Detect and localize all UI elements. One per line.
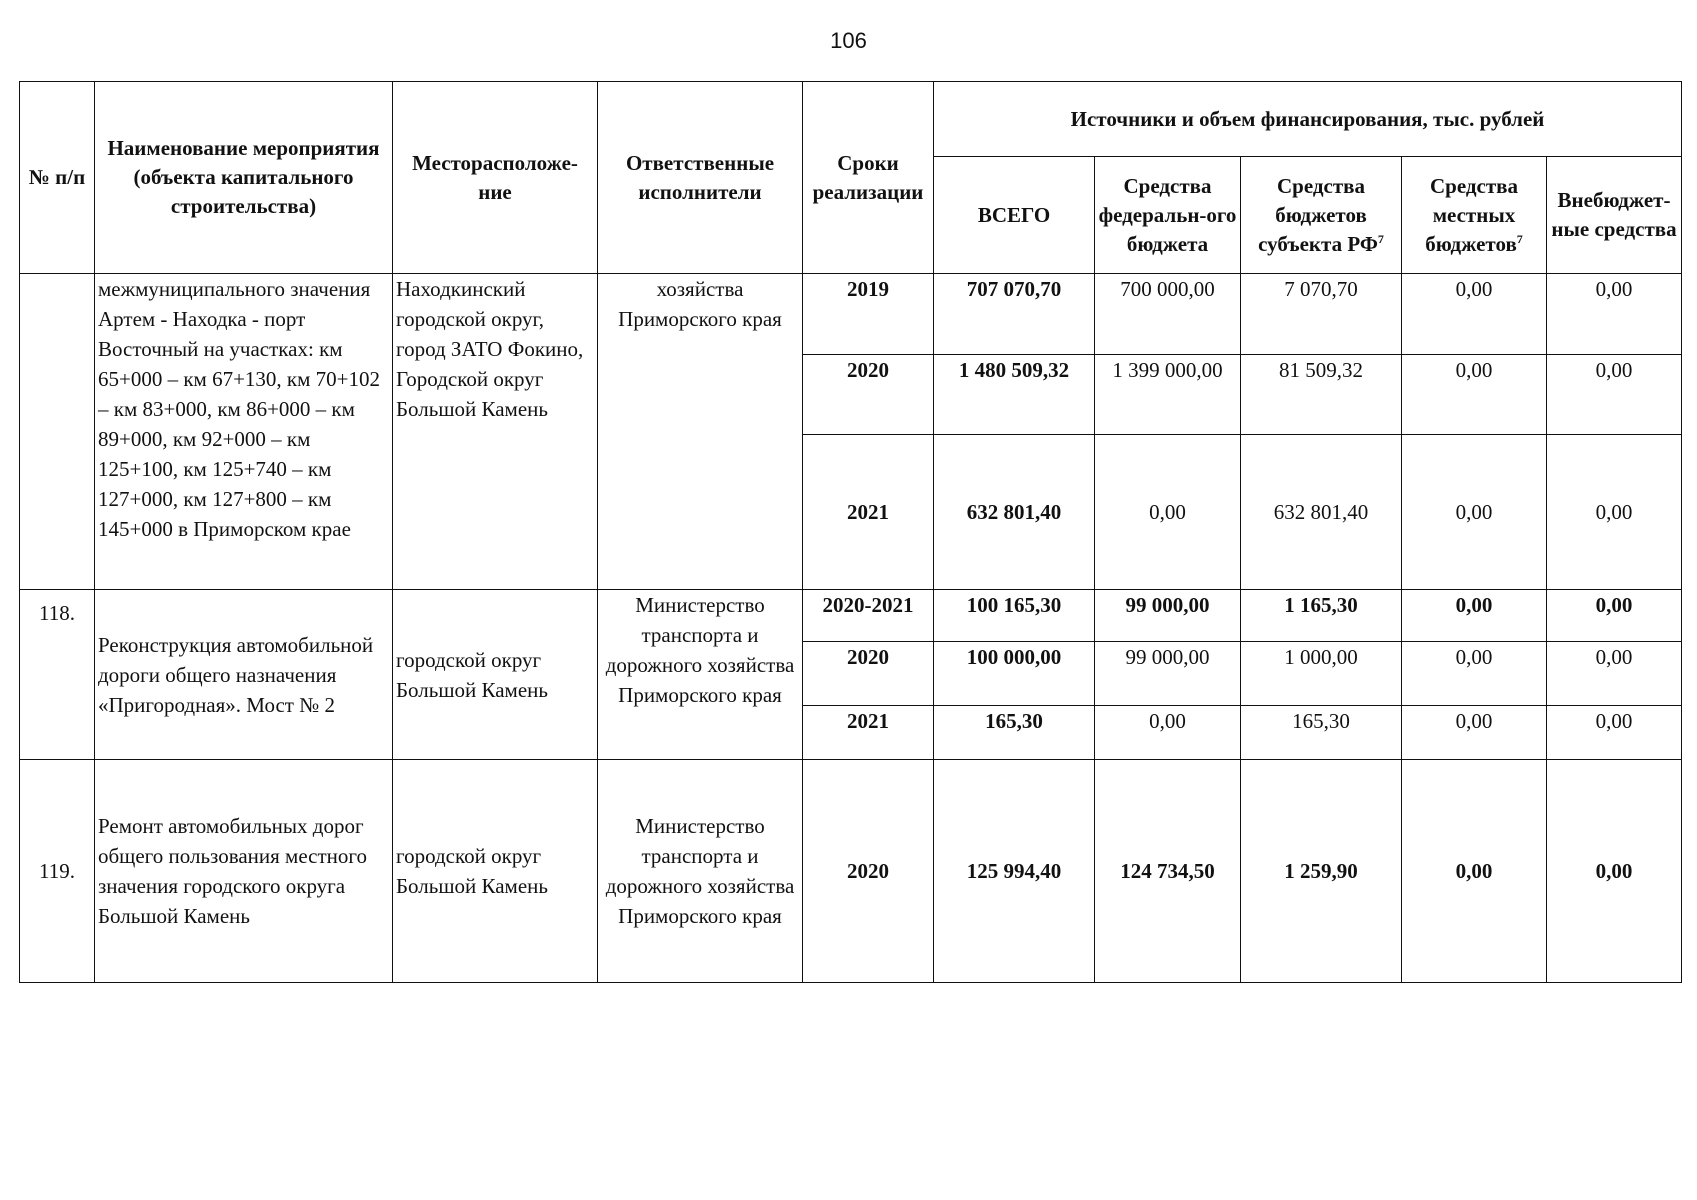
entry-name: межмуниципального значения Артем - Находка - порт Восточный на участках: км 65+000 – км 67+130, км 70+102 – км 83+000, км 86+000 – км 89+000, км 92+000 – км 125+100, км 125+740 – км 127+000, км 127+800 – км 145+000 в Приморском крае bbox=[95, 274, 393, 590]
header-num: № п/п bbox=[20, 82, 95, 274]
federal-cell: 0,00 bbox=[1095, 706, 1241, 760]
federal-cell: 99 000,00 bbox=[1095, 642, 1241, 706]
regional-cell: 632 801,40 bbox=[1241, 435, 1402, 590]
extra-cell: 0,00 bbox=[1547, 590, 1682, 642]
local-cell: 0,00 bbox=[1402, 642, 1547, 706]
local-cell: 0,00 bbox=[1402, 355, 1547, 435]
header-location: Месторасположе-ние bbox=[393, 82, 598, 274]
local-cell: 0,00 bbox=[1402, 706, 1547, 760]
header-federal: Средства федеральн-ого бюджета bbox=[1095, 157, 1241, 274]
header-extra: Внебюджет-ные средства bbox=[1547, 157, 1682, 274]
header-name: Наименование мероприятия (объекта капитального строительства) bbox=[95, 82, 393, 274]
regional-cell: 81 509,32 bbox=[1241, 355, 1402, 435]
federal-cell: 124 734,50 bbox=[1095, 760, 1241, 983]
table-row bbox=[20, 590, 1682, 642]
period-cell: 2021 bbox=[803, 706, 934, 760]
regional-cell: 1 000,00 bbox=[1241, 642, 1402, 706]
total-cell: 1 480 509,32 bbox=[934, 355, 1095, 435]
table-row bbox=[20, 274, 1682, 355]
regional-cell: 7 070,70 bbox=[1241, 274, 1402, 355]
total-cell: 100 165,30 bbox=[934, 590, 1095, 642]
federal-cell: 0,00 bbox=[1095, 435, 1241, 590]
extra-cell: 0,00 bbox=[1547, 435, 1682, 590]
header-executors: Ответственные исполнители bbox=[598, 82, 803, 274]
period-cell: 2020-2021 bbox=[803, 590, 934, 642]
entry-name: Реконструкция автомобильной дороги общего назначения «Пригородная». Мост № 2 bbox=[95, 590, 393, 760]
regional-cell: 165,30 bbox=[1241, 706, 1402, 760]
header-local bbox=[1402, 157, 1547, 274]
regional-cell: 1 165,30 bbox=[1241, 590, 1402, 642]
local-cell: 0,00 bbox=[1402, 274, 1547, 355]
total-cell: 632 801,40 bbox=[934, 435, 1095, 590]
footnote-marker: 7 bbox=[1377, 231, 1384, 246]
header-sources: Источники и объем финансирования, тыс. рублей bbox=[934, 82, 1682, 157]
entry-location: городской округ Большой Камень bbox=[393, 590, 598, 760]
entry-executors: хозяйства Приморского края bbox=[598, 274, 803, 590]
regional-cell: 1 259,90 bbox=[1241, 760, 1402, 983]
header-local-text: Средства местных бюджетов bbox=[1425, 173, 1518, 256]
entry-executors: Министерство транспорта и дорожного хозяйства Приморского края bbox=[598, 590, 803, 760]
header-regional-text: Средства бюджетов субъекта РФ bbox=[1258, 173, 1378, 256]
local-cell: 0,00 bbox=[1402, 435, 1547, 590]
period-cell: 2020 bbox=[803, 642, 934, 706]
total-cell: 707 070,70 bbox=[934, 274, 1095, 355]
total-cell: 100 000,00 bbox=[934, 642, 1095, 706]
entry-number: 118. bbox=[20, 590, 95, 760]
federal-cell: 700 000,00 bbox=[1095, 274, 1241, 355]
local-cell: 0,00 bbox=[1402, 590, 1547, 642]
table-row bbox=[20, 760, 1682, 983]
total-cell: 165,30 bbox=[934, 706, 1095, 760]
header-regional bbox=[1241, 157, 1402, 274]
extra-cell: 0,00 bbox=[1547, 642, 1682, 706]
extra-cell: 0,00 bbox=[1547, 355, 1682, 435]
header-total: ВСЕГО bbox=[934, 157, 1095, 274]
entry-number bbox=[20, 274, 95, 590]
table-header bbox=[20, 82, 1682, 274]
period-cell: 2019 bbox=[803, 274, 934, 355]
entry-executors: Министерство транспорта и дорожного хозяйства Приморского края bbox=[598, 760, 803, 983]
local-cell: 0,00 bbox=[1402, 760, 1547, 983]
period-cell: 2021 bbox=[803, 435, 934, 590]
page-number: 106 bbox=[830, 28, 867, 53]
federal-cell: 1 399 000,00 bbox=[1095, 355, 1241, 435]
entry-name: Ремонт автомобильных дорог общего пользования местного значения городского округа Большой Камень bbox=[95, 760, 393, 983]
extra-cell: 0,00 bbox=[1547, 274, 1682, 355]
period-cell: 2020 bbox=[803, 760, 934, 983]
entry-number: 119. bbox=[20, 760, 95, 983]
total-cell: 125 994,40 bbox=[934, 760, 1095, 983]
period-cell: 2020 bbox=[803, 355, 934, 435]
extra-cell: 0,00 bbox=[1547, 760, 1682, 983]
extra-cell: 0,00 bbox=[1547, 706, 1682, 760]
entry-location: городской округ Большой Камень bbox=[393, 760, 598, 983]
financing-table bbox=[19, 81, 1682, 983]
federal-cell: 99 000,00 bbox=[1095, 590, 1241, 642]
entry-location: Находкинский городской округ, город ЗАТО Фокино, Городской округ Большой Камень bbox=[393, 274, 598, 590]
footnote-marker: 7 bbox=[1516, 231, 1523, 246]
header-period: Сроки реализации bbox=[803, 82, 934, 274]
